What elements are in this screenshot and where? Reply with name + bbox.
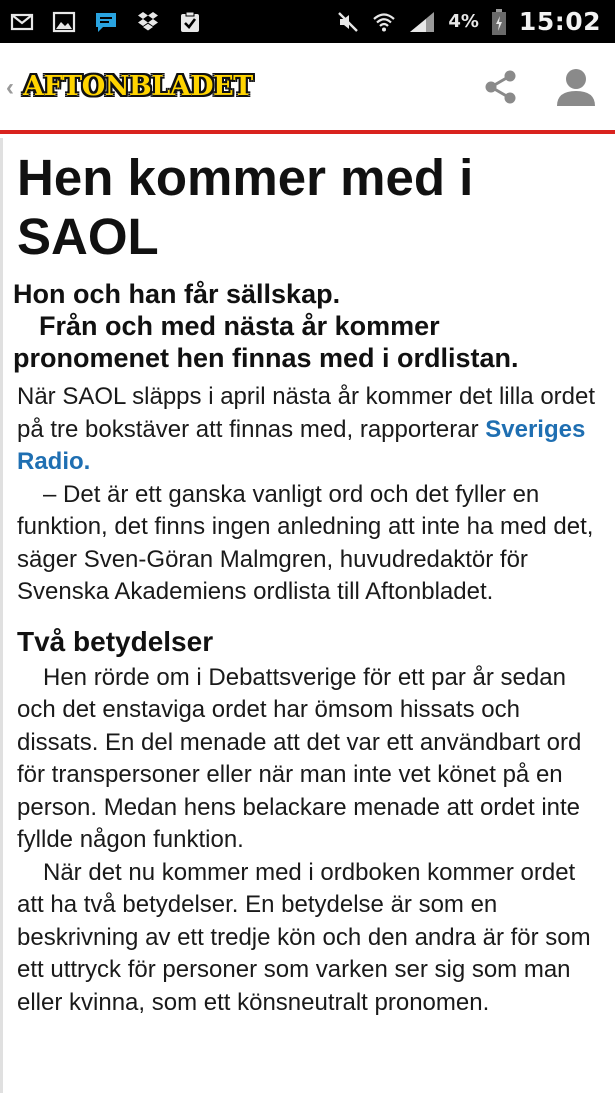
- article-headline: Hen kommer med i SAOL: [17, 149, 474, 265]
- system-status: [336, 7, 601, 36]
- clipboard-check-icon: [178, 10, 202, 34]
- body-paragraph: När det nu kommer med i ordboken kommer ordet att ha två betydelser. En betydelse är som en beskrivning av ett tredje kön och den andra är för som ett uttryck för personer som varken ser sig som man eller kvinna, som ett könsneutralt pronomen.: [17, 858, 591, 1016]
- preamble-line: Från och med nästa år kommer: [39, 311, 440, 341]
- battery-percent: 4%: [448, 11, 479, 32]
- header-actions: [481, 67, 597, 107]
- article: [0, 138, 615, 1093]
- article-body: [17, 381, 597, 609]
- app-header: [0, 43, 615, 134]
- body-paragraph: Hen rörde om i Debattsverige för ett par år sedan och det enstaviga ordet har ömsom hissats och dissats. En del menade att det var ett användbart ord för transpersoner eller när man inte vet könet på en person. Medan hens belackare menade att ordet inte fyllde någon funktion.: [17, 663, 582, 853]
- notification-icons: [10, 10, 202, 34]
- status-bar: [0, 0, 615, 43]
- share-icon[interactable]: [481, 67, 521, 107]
- clock: 15:02: [518, 7, 601, 36]
- preamble-line: pronomenet hen finnas med i ordlistan.: [13, 343, 519, 373]
- article-preamble: [13, 278, 597, 374]
- signal-icon: [408, 10, 436, 34]
- account-icon[interactable]: [555, 67, 597, 107]
- battery-icon: [491, 10, 507, 34]
- sveriges-radio-link[interactable]: Sveriges Radio.: [17, 415, 586, 475]
- paragraph-text: När SAOL släpps i april nästa år kommer det lilla ordet på tre bokstäver att finnas med, rapporterar: [17, 383, 596, 443]
- article-body-section: [17, 662, 597, 1020]
- image-icon: [52, 10, 76, 34]
- body-paragraph: [17, 381, 597, 479]
- back-chevron-icon[interactable]: ‹: [6, 73, 14, 101]
- section-heading: Två betydelser: [17, 625, 214, 657]
- mute-icon: [336, 10, 360, 34]
- preamble-line: Hon och han får sällskap.: [13, 279, 341, 309]
- dropbox-icon: [136, 10, 160, 34]
- wifi-icon: [372, 10, 396, 34]
- back-logo-button[interactable]: [6, 71, 256, 102]
- email-icon: [10, 10, 34, 34]
- aftonbladet-logo[interactable]: AFTONBLADET: [23, 71, 253, 102]
- chat-icon: [94, 10, 118, 34]
- body-paragraph: – Det är ett ganska vanligt ord och det fyller en funktion, det finns ingen anledning att inte ha med det, säger Sven-Göran Malmgren, huvudredaktör för Svenska Akademiens ordlista till Aftonbladet.: [17, 480, 594, 605]
